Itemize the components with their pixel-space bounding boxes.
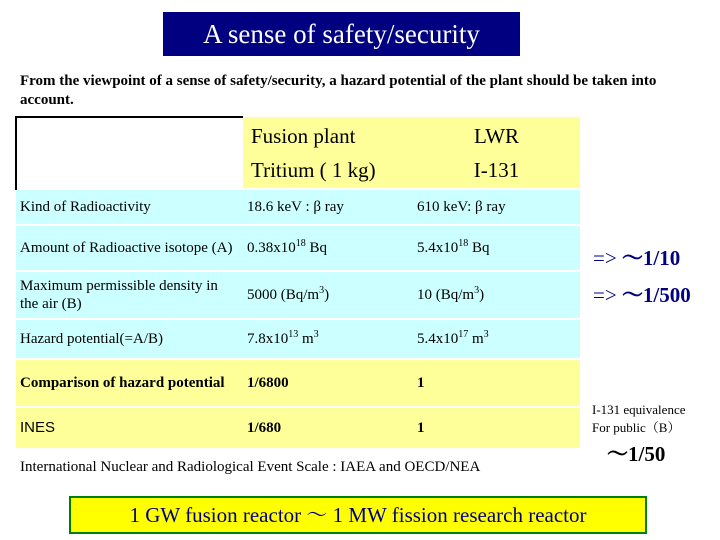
header-lwr-line2: I-131 [473, 157, 520, 182]
hazard-fusion-unit: m [298, 331, 314, 347]
amount-label: Amount of Radioactive isotope (A) [16, 225, 243, 271]
hazard-lwr-unit: m [468, 331, 484, 347]
table-row-max-density [16, 271, 580, 319]
header-fusion-line2: Tritium ( 1 kg) [251, 157, 376, 182]
header-fusion-cell [243, 117, 413, 189]
table-row-hazard [16, 319, 580, 359]
table-row-comparison [16, 359, 580, 407]
amount-ratio: ～1/10 [621, 246, 681, 270]
amount-ratio-note [593, 243, 680, 273]
max-ratio-note [593, 280, 691, 310]
amount-fusion-unit: Bq [305, 240, 328, 256]
hazard-fusion [243, 319, 413, 359]
comparison-table [15, 116, 580, 448]
kind-label: Kind of Radioactivity [16, 189, 243, 225]
kind-fusion: 18.6 keV : β ray [243, 189, 413, 225]
max-lwr-tail: ) [479, 287, 485, 303]
ines-fusion: 1/680 [243, 407, 413, 448]
max-fusion-base: 5000 (Bq/m [247, 287, 320, 303]
ines-lwr: 1 [413, 407, 580, 448]
amount-lwr-unit: Bq [468, 240, 490, 256]
table-header-row [16, 117, 580, 189]
header-lwr-line1: LWR [473, 123, 520, 148]
max-arrow: => [593, 283, 622, 307]
comparison-fusion: 1/6800 [243, 359, 413, 407]
kind-lwr: 610 keV: β ray [413, 189, 580, 225]
i131-equivalence-ratio: ～1/50 [607, 442, 666, 466]
i131-equivalence-line2: For public（B） [592, 420, 681, 435]
page-title: A sense of safety/security [163, 12, 520, 56]
ines-label: INES [16, 407, 243, 448]
max-fusion [243, 271, 413, 319]
table-row-kind [16, 189, 580, 225]
comparison-label: Comparison of hazard potential [16, 359, 243, 407]
amount-lwr-exp: 18 [458, 238, 469, 249]
amount-fusion-base: 0.38x10 [247, 240, 296, 256]
max-label: Maximum permissible density in the air (B) [16, 271, 243, 319]
max-lwr-exp: 3 [474, 285, 480, 296]
hazard-fusion-unit-exp: 3 [313, 329, 319, 340]
hazard-lwr-unit-exp: 3 [483, 329, 489, 340]
max-ratio: ～1/500 [621, 283, 691, 307]
hazard-lwr-base: 5.4x10 [417, 331, 459, 347]
hazard-label: Hazard potential(=A/B) [16, 319, 243, 359]
comparison-lwr: 1 [413, 359, 580, 407]
max-lwr-base: 10 (Bq/m [417, 287, 475, 303]
amount-fusion-exp: 18 [295, 238, 306, 249]
max-fusion-exp: 3 [319, 285, 325, 296]
header-fusion-line1: Fusion plant [251, 123, 356, 148]
amount-lwr [413, 225, 580, 271]
hazard-fusion-exp: 13 [288, 329, 299, 340]
table-row-amount [16, 225, 580, 271]
amount-arrow: => [593, 246, 622, 270]
footer-banner: 1 GW fusion reactor ～ 1 MW fission research reactor [69, 496, 647, 534]
ines-scale-note: International Nuclear and Radiological Event Scale : IAEA and OECD/NEA [20, 459, 481, 475]
header-lwr-cell [413, 117, 580, 189]
intro-text: From the viewpoint of a sense of safety/security, a hazard potential of the plant should be taken into account. [20, 73, 657, 108]
header-blank-cell [16, 117, 243, 189]
max-fusion-tail: ) [324, 287, 330, 303]
max-lwr [413, 271, 580, 319]
hazard-lwr-exp: 17 [458, 329, 469, 340]
hazard-lwr [413, 319, 580, 359]
i131-equivalence-line1: I-131 equivalence [592, 402, 686, 417]
i131-equivalence-note [592, 401, 685, 437]
hazard-fusion-base: 7.8x10 [247, 331, 289, 347]
table-row-ines [16, 407, 580, 448]
amount-fusion [243, 225, 413, 271]
amount-lwr-base: 5.4x10 [417, 240, 459, 256]
